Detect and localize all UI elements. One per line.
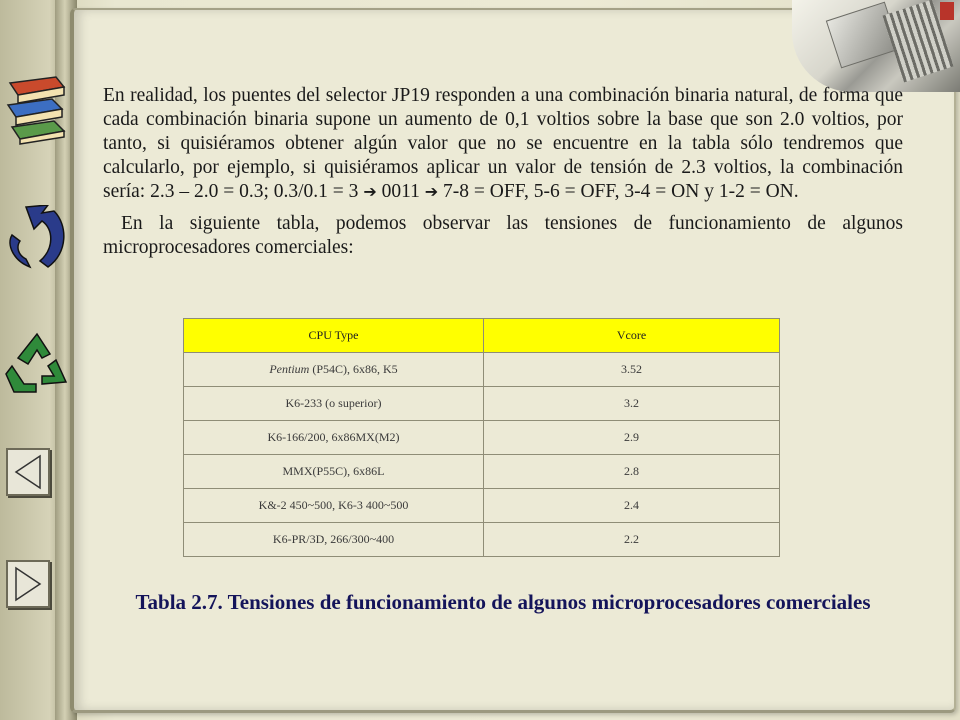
paragraph-1-text: En realidad, los puentes del selector JP19 responden a una combinación binaria natural, de forma que cada combinación binaria supone un aumento de 0,1 voltios sobre la base que son 2.0 voltios, por tanto, si quisiéramos obtener algún valor que no se encuentre en la tabla sólo tendremos que calcularlo, por ejemplo, si quisiéramos aplicar un valor de tensión de 2.3 voltios, la combinación sería: 2.3 – 2.0 = 0.3; 0.3/0.1 = 3: [103, 85, 903, 202]
paragraph-2: En la siguiente tabla, podemos observar las tensiones de funcionamiento de algunos microprocesadores comerciales:: [103, 213, 903, 258]
header-cpu-type: CPU Type: [184, 319, 484, 353]
header-vcore: Vcore: [484, 319, 780, 353]
triangle-right-icon: [8, 562, 48, 606]
vcore-cell: 2.8: [484, 455, 780, 489]
recycle-icon[interactable]: [4, 330, 70, 396]
return-arrow-icon[interactable]: [4, 205, 70, 275]
jumper-settings: 7-8 = OFF, 5-6 = OFF, 3-4 = ON y 1-2 = ON.: [443, 181, 799, 202]
cpu-type-cell: K6-166/200, 6x86MX(M2): [184, 421, 484, 455]
books-icon[interactable]: [4, 75, 70, 145]
arrow-icon: ➔: [363, 182, 377, 201]
red-component: [940, 2, 954, 20]
arrow-icon: ➔: [424, 182, 439, 201]
paragraph-1: [103, 84, 903, 204]
cpu-type-cell: K&-2 450~500, K6-3 400~500: [184, 489, 484, 523]
previous-page-button[interactable]: [6, 448, 50, 496]
table-row: [184, 523, 780, 557]
cpu-type-cell: [184, 353, 484, 387]
table-header-row: [184, 319, 780, 353]
binary-value: 0011: [381, 181, 420, 202]
cpu-type-italic: Pentium: [269, 362, 310, 376]
processor-photo: [792, 0, 960, 92]
cpu-type-cell: K6-PR/3D, 266/300~400: [184, 523, 484, 557]
vcore-cell: 3.52: [484, 353, 780, 387]
table-row: [184, 455, 780, 489]
vcore-cell: 2.9: [484, 421, 780, 455]
next-page-button[interactable]: [6, 560, 50, 608]
table-row: [184, 387, 780, 421]
vcore-cell: 2.2: [484, 523, 780, 557]
cpu-type-cell: K6-233 (o superior): [184, 387, 484, 421]
body-text: [103, 84, 903, 268]
vcore-cell: 3.2: [484, 387, 780, 421]
table-row: [184, 489, 780, 523]
cpu-voltage-table: [183, 318, 780, 557]
table-caption: Tabla 2.7. Tensiones de funcionamiento de algunos microprocesadores comerciales: [135, 590, 871, 614]
cpu-type-cell: MMX(P55C), 6x86L: [184, 455, 484, 489]
table-row: [184, 353, 780, 387]
vcore-cell: 2.4: [484, 489, 780, 523]
table-row: [184, 421, 780, 455]
triangle-left-icon: [8, 450, 48, 494]
cpu-type-text: (P54C), 6x86, K5: [309, 362, 398, 376]
